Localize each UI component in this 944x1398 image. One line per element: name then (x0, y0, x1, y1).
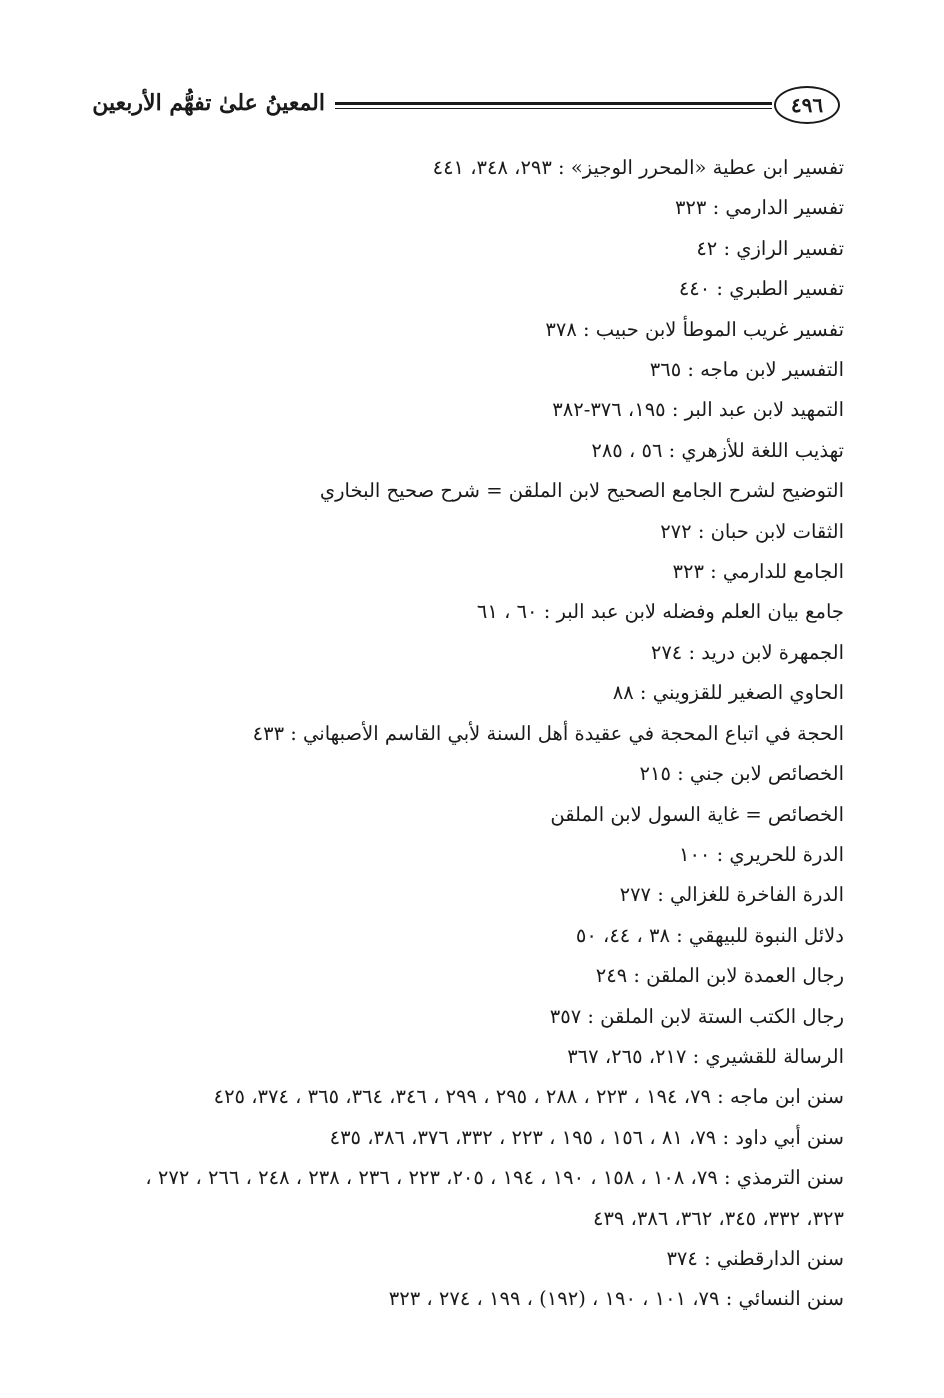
entry-line: سنن الترمذي : ٧٩، ١٠٨ ، ١٥٨ ، ١٩٠ ، ١٩٤ ، ٢٠٥، ٢٢٣ ، ٢٣٦ ، ٢٣٨ ، ٢٤٨ ، ٢٦٦ ، ٢٧٢ ، (145, 1166, 844, 1190)
index-entry: تفسير الطبري : ٤٤٠ (678, 277, 844, 301)
index-entry: تفسير الرازي : ٤٢ (696, 236, 844, 260)
index-entry: دلائل النبوة للبيهقي : ٣٨ ، ٤٤، ٥٠ (575, 923, 844, 947)
book-title: المعينُ علىٰ تفهُّم الأربعين (92, 90, 325, 116)
index-entry: الدرة الفاخرة للغزالي : ٢٧٧ (619, 883, 844, 907)
index-entry: سنن ابن ماجه : ٧٩، ١٩٤ ، ٢٢٣ ، ٢٨٨ ، ٢٩٥ ، ٢٩٩ ، ٣٤٦، ٣٦٤، ٣٦٥ ، ٣٧٤، ٤٢٥ (213, 1085, 844, 1109)
index-entry: تفسير الدارمي : ٣٢٣ (674, 196, 844, 220)
index-entry: الثقات لابن حبان : ٢٧٢ (660, 519, 844, 543)
page-number: ٤٩٦ (790, 93, 824, 117)
index-entry: الجامع للدارمي : ٣٢٣ (672, 560, 844, 584)
index-entry: التوضيح لشرح الجامع الصحيح لابن الملقن = شرح صحيح البخاري (319, 479, 844, 503)
index-entry: الجمهرة لابن دريد : ٢٧٤ (650, 640, 844, 664)
index-entry: الخصائص = غاية السول لابن الملقن (550, 802, 844, 826)
index-entry: جامع بيان العلم وفضله لابن عبد البر : ٦٠ ، ٦١ (476, 600, 844, 624)
running-header (92, 82, 840, 130)
index-entry: الدرة للحريري : ١٠٠ (678, 842, 844, 866)
index-entry: تهذيب اللغة للأزهري : ٥٦ ، ٢٨٥ (591, 438, 844, 462)
index-entries (104, 148, 844, 1320)
entry-continuation-line: ٣٢٣، ٣٣٢، ٣٤٥، ٣٦٢، ٣٨٦، ٤٣٩ (592, 1206, 844, 1230)
index-entry: الرسالة للقشيري : ٢١٧، ٢٦٥، ٣٦٧ (567, 1044, 844, 1068)
index-entry: التفسير لابن ماجه : ٣٦٥ (649, 358, 844, 382)
index-entry: الحجة في اتباع المحجة في عقيدة أهل السنة لأبي القاسم الأصبهاني : ٤٣٣ (252, 721, 844, 745)
index-entry: سنن الدارقطني : ٣٧٤ (666, 1246, 844, 1270)
index-entry: الخصائص لابن جني : ٢١٥ (639, 762, 844, 786)
index-entry: سنن النسائي : ٧٩، ١٠١ ، ١٩٠ ، (١٩٢) ، ١٩٩ ، ٢٧٤ ، ٣٢٣ (388, 1287, 844, 1311)
index-entry: رجال الكتب الستة لابن الملقن : ٣٥٧ (549, 1004, 844, 1028)
header-rule (335, 102, 772, 109)
index-entry: تفسير ابن عطية «المحرر الوجيز» : ٢٩٣، ٣٤٨، ٤٤١ (432, 156, 844, 179)
index-entry-multiline (104, 1158, 844, 1239)
index-entry: الحاوي الصغير للقزويني : ٨٨ (612, 681, 844, 705)
index-entry: سنن أبي داود : ٧٩، ٨١ ، ١٥٦ ، ١٩٥ ، ٢٢٣ ، ٣٣٢، ٣٧٦، ٣٨٦، ٤٣٥ (329, 1125, 844, 1149)
index-entry: تفسير غريب الموطأ لابن حبيب : ٣٧٨ (545, 317, 844, 341)
index-entry: رجال العمدة لابن الملقن : ٢٤٩ (595, 964, 844, 988)
page-number-badge (774, 86, 840, 124)
index-entry: التمهيد لابن عبد البر : ١٩٥، ٣٧٦-٣٨٢ (552, 398, 844, 422)
